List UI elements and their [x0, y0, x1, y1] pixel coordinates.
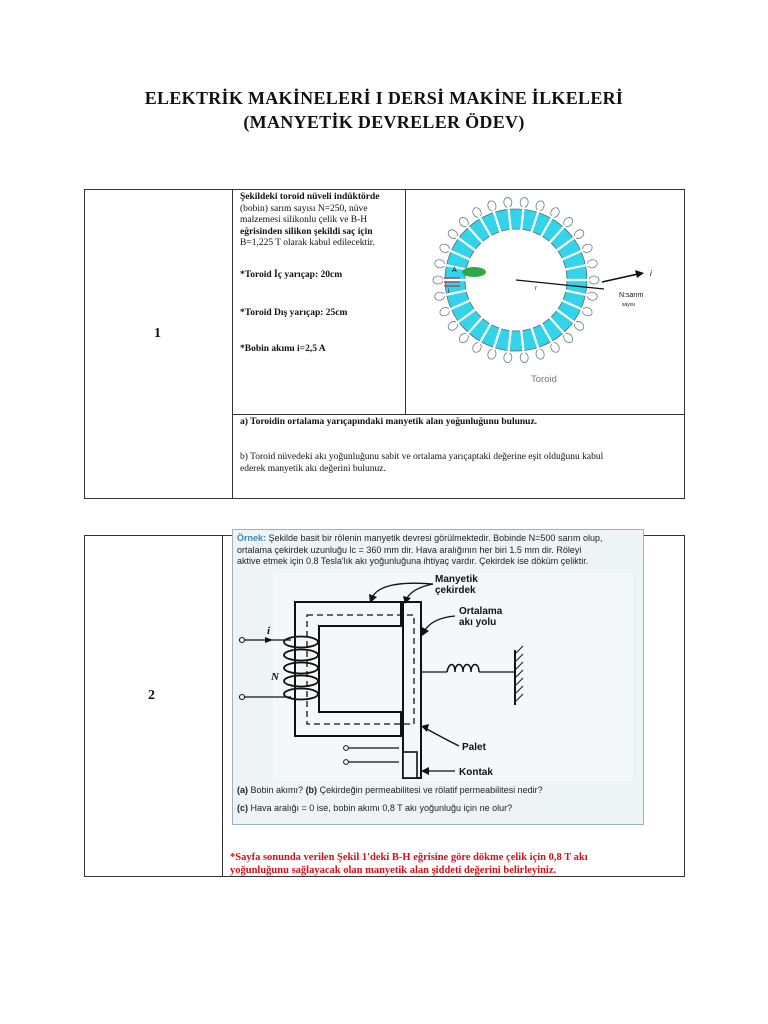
winding-loop — [549, 206, 561, 219]
winding-loop — [487, 200, 498, 212]
label-path-1: Ortalama — [459, 606, 503, 617]
winding-loop — [549, 341, 561, 354]
problem1-desc-line: eğrisinden silikon şekildi saç için — [240, 226, 373, 237]
problem1-desc-line: malzemesi silikonlu çelik ve B-H — [240, 215, 368, 225]
question-b-label: (b) — [305, 785, 318, 795]
example-text — [237, 533, 642, 568]
example-line: aktive etmek için 0.8 Tesla'lık akı yoğunluğuna ihtiyaç vardır. Çekirdek ise döküm çeliktir. — [237, 556, 589, 566]
label-core-2: çekirdek — [435, 585, 476, 596]
label-i-right: i — [650, 269, 652, 278]
example-questions — [237, 785, 642, 814]
label-armature: Palet — [462, 742, 486, 753]
winding-loop — [535, 200, 546, 212]
problem1-description — [240, 192, 405, 250]
label-path-2: akı yolu — [459, 617, 497, 628]
winding-loop — [581, 306, 593, 317]
problem1-desc-line: Şekildeki toroid nüveli indüktörde — [240, 192, 380, 202]
label-A: A — [452, 267, 457, 274]
problem1-current: *Bobin akımı i=2,5 A — [240, 344, 326, 354]
problem2-note — [230, 851, 680, 877]
label-current: i — [267, 625, 271, 637]
question-a-label: (a) — [237, 785, 248, 795]
toroid-figure — [406, 190, 684, 414]
problem2-col-divider — [222, 535, 223, 877]
winding-loop — [581, 243, 593, 254]
relay-diagram — [233, 570, 633, 782]
problem1-question-b-line: ederek manyetik akı değerini bulunuz. — [240, 463, 386, 474]
winding-loop — [439, 306, 451, 317]
label-N-sayisi: sayısı — [622, 302, 636, 308]
problem1-inner-radius: *Toroid İç yarıçap: 20cm — [240, 270, 343, 280]
question-c-label: (c) — [237, 802, 248, 813]
winding-loop — [535, 348, 546, 360]
problem1-question-a: a) Toroidin ortalama yarıçapındaki manyetik alan yoğunluğunu bulunuz. — [240, 417, 538, 427]
current-arrow — [265, 637, 273, 643]
problem2-number: 2 — [148, 688, 155, 703]
contact-block — [403, 752, 417, 778]
example-line: ortalama çekirdek uzunluğu lc = 360 mm dir. Hava aralığının her biri 1.5 mm dir. Röleyi — [237, 544, 582, 555]
problem1-number: 1 — [154, 326, 161, 341]
problem1-desc-line: B=1,225 T olarak kabul edilecektir. — [240, 238, 375, 248]
current-arrow — [602, 274, 638, 282]
question-b: Çekirdeğin permeabilitesi ve rölatif permeabilitesi nedir? — [319, 785, 543, 795]
problem1-question-b-line: b) Toroid nüvedeki akı yoğunluğunu sabit ve ortalama yarıçaptaki değerine eşit olduğunu kabul — [240, 452, 604, 462]
example-label: Örnek: — [237, 533, 267, 543]
problem1-row-divider — [232, 414, 685, 415]
example-line: Şekilde basit bir rölenin manyetik devresi görülmektedir. Bobinde N=500 sarım olup, — [268, 533, 603, 543]
winding-loop — [471, 206, 483, 219]
label-N-sarim: N:sarım — [619, 292, 644, 299]
label-i-left: i — [448, 289, 450, 295]
winding-loop — [487, 348, 498, 360]
winding-loop — [471, 341, 483, 354]
question-a: Bobin akımı? — [250, 785, 304, 795]
label-core-1: Manyetik — [435, 574, 478, 585]
problem1-desc-line: (bobin) sarım sayısı N=250, nüve — [240, 203, 368, 214]
label-contact: Kontak — [459, 767, 493, 778]
label-turns: N — [271, 671, 279, 683]
document-title-line2: (MANYETİK DEVRELER ÖDEV) — [243, 112, 525, 132]
problem1-question-b — [240, 452, 680, 475]
toroid-caption: Toroid — [531, 374, 557, 385]
document-title-line1: ELEKTRİK MAKİNELERİ I DERSİ MAKİNE İLKELERİ — [144, 88, 624, 108]
cross-section-area — [462, 267, 486, 277]
problem2-note-line: yoğunluğunu sağlayacak olan manyetik alan şiddeti değerini belirleyiniz. — [230, 865, 557, 876]
problem2-note-line: *Sayfa sonunda verilen Şekil 1'deki B-H eğrisine göre dökme çelik için 0,8 T akı — [230, 852, 588, 863]
example-figure — [232, 529, 644, 825]
winding-loop — [439, 243, 451, 254]
label-r: r — [535, 286, 537, 292]
problem1-col-divider — [232, 189, 233, 499]
question-c: Hava aralığı = 0 ise, bobin akımı 0,8 T akı yoğunluğu için ne olur? — [250, 802, 513, 813]
problem1-outer-radius: *Toroid Dış yarıçap: 25cm — [240, 308, 348, 318]
